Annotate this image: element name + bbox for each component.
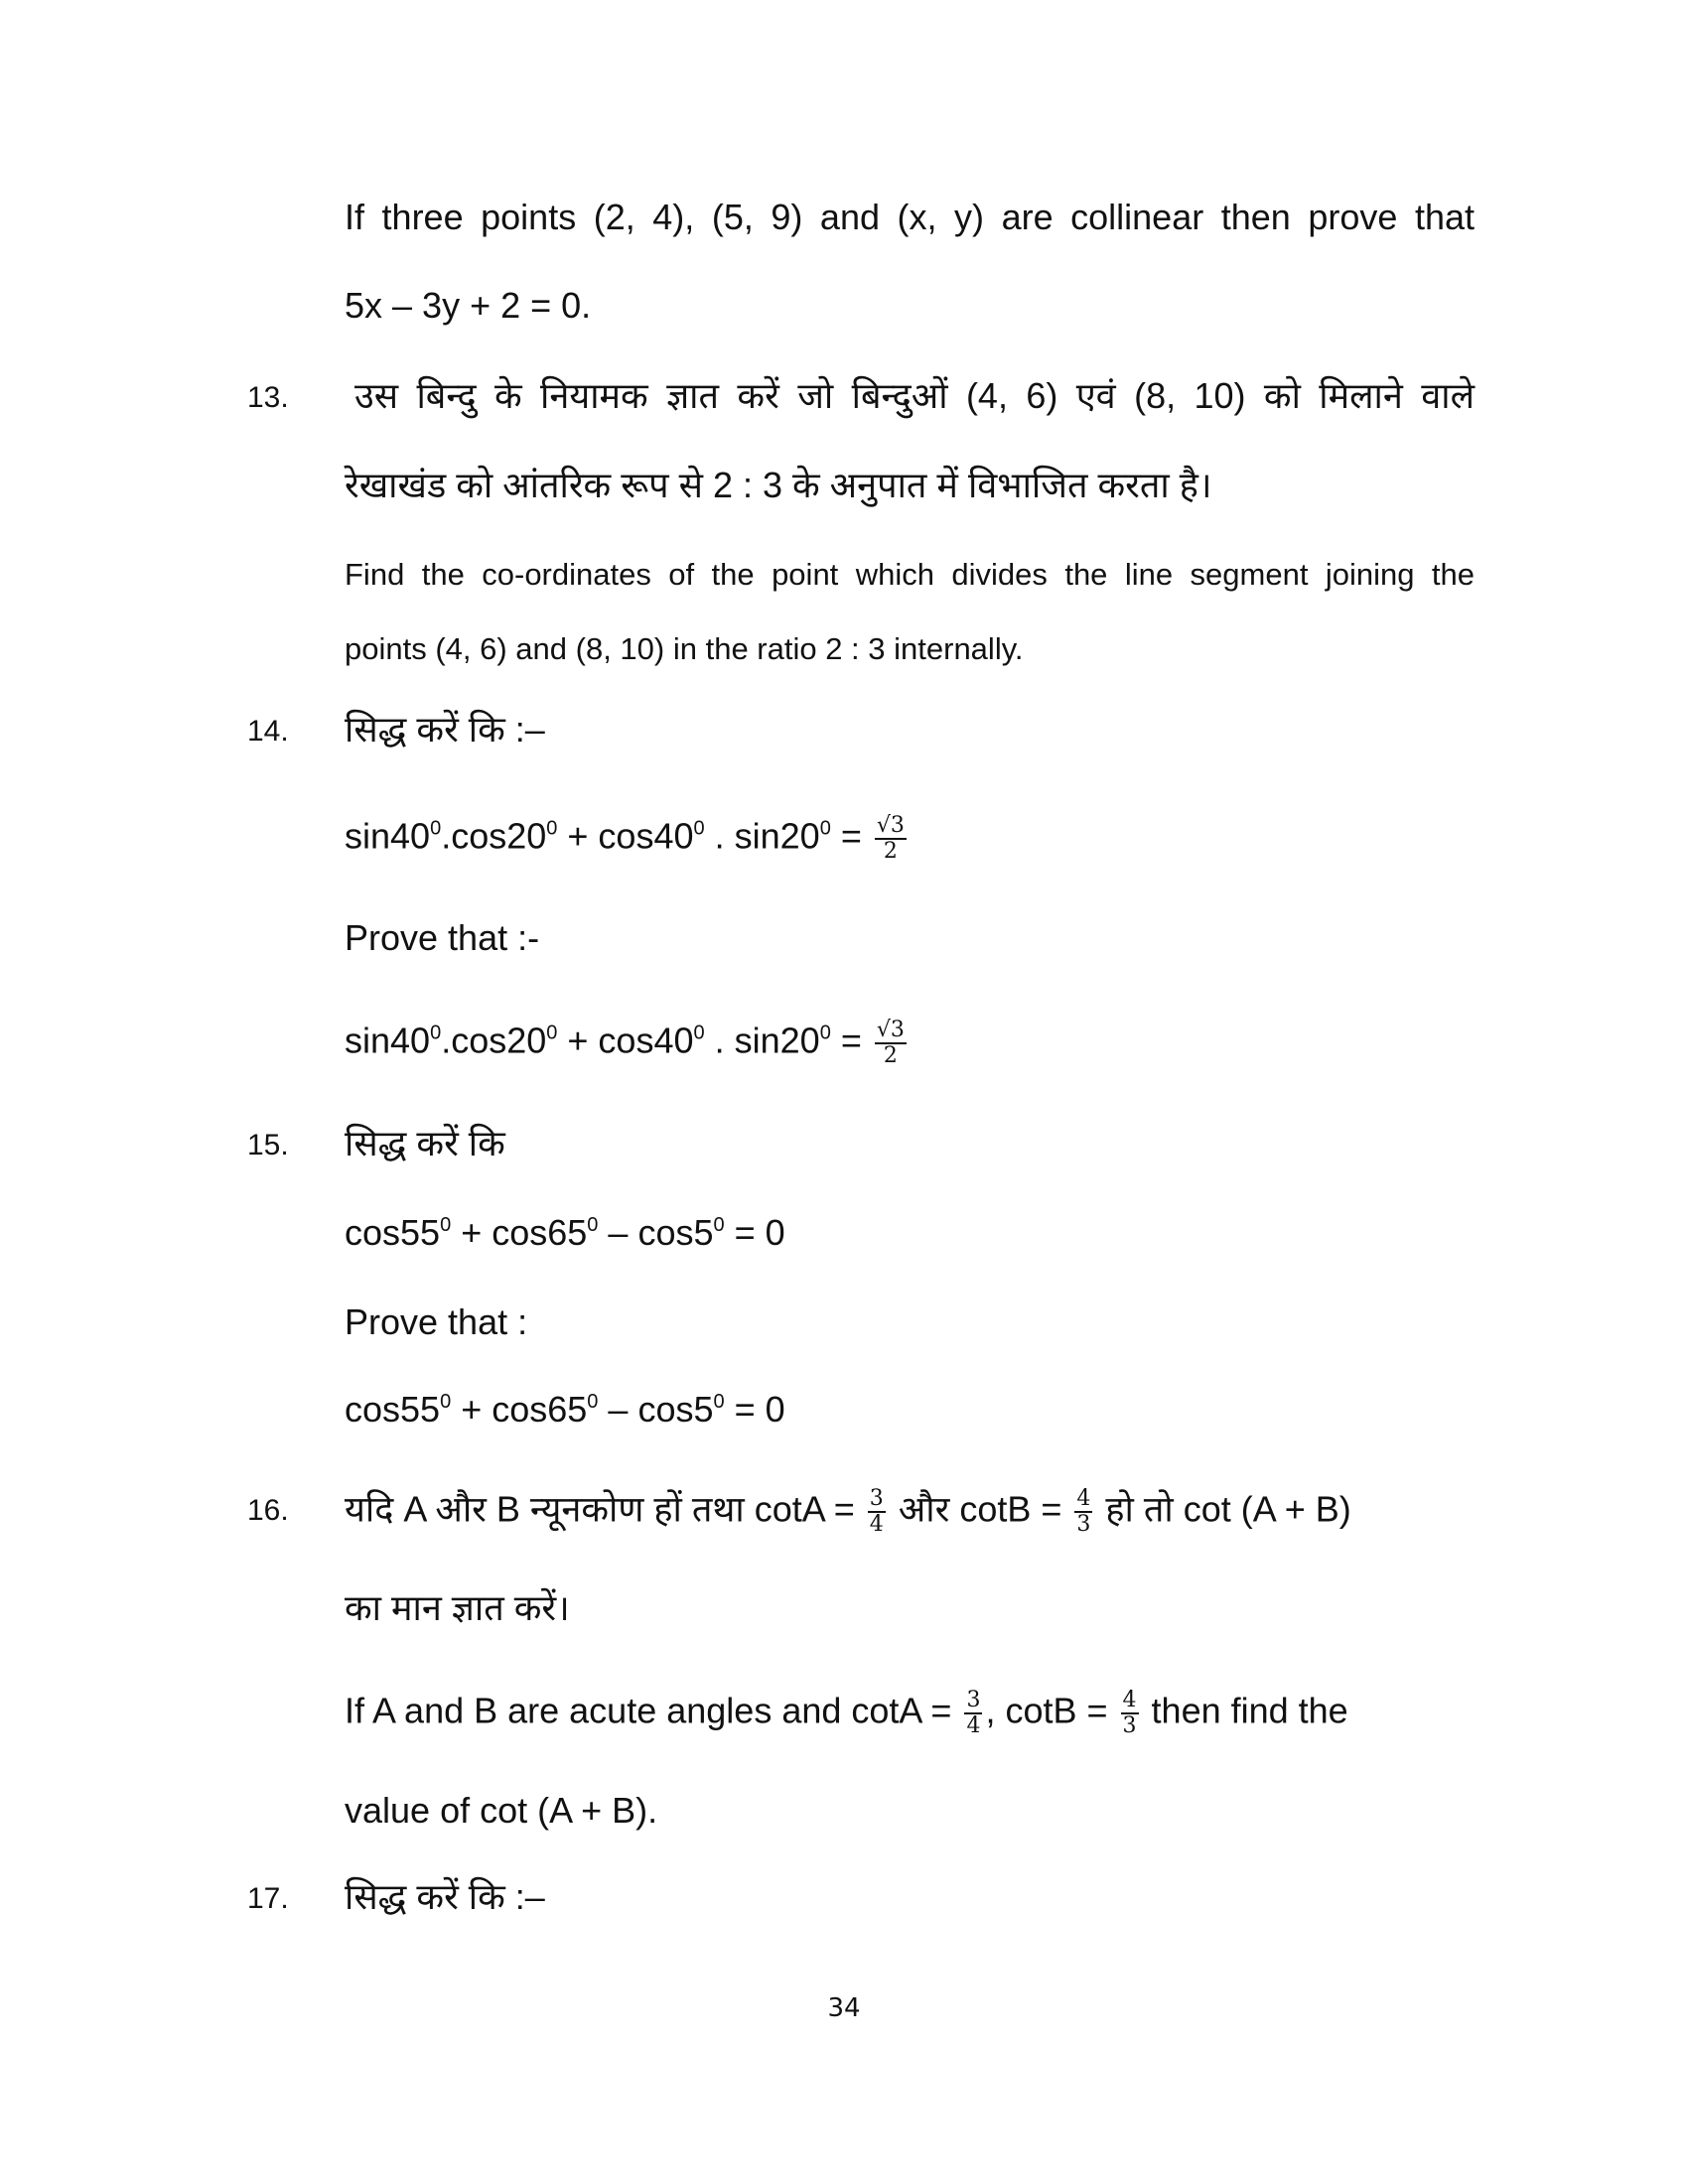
q13-english-line1: Find the co-ordinates of the point which divides the line segment joining the [345, 557, 1475, 592]
fraction: $\frac{√3}{2}$ [876, 813, 905, 864]
q13-english-line2: points (4, 6) and (8, 10) in the ratio 2 : 3 internally. [345, 631, 1024, 666]
q15-equation-2: $\cos 55^0 + \cos 65^0 - \cos 5^0 = 0$ [345, 1389, 785, 1430]
q14-equation-2: $\sin 40^0.\cos 20^0 + \cos 40^0$ . $\sin 20^0$ = $\frac{√3}{2}$ [345, 1018, 905, 1068]
q13-hindi-line2: रेखाखंड को आंतरिक रूप से 2 : 3 के अनुपात में विभाजित करता है। [345, 465, 1212, 505]
page-number: 34 [827, 1993, 861, 2023]
fraction: $\frac{4}{3}$ [1122, 1688, 1137, 1738]
q13-hindi-line1: उस बिन्दु के नियामक ज्ञात करें जो बिन्दुओं (4, 6) एवं (8, 10) को मिलाने वाले [354, 375, 1475, 416]
q16-english-line1: If A and B are acute angles and cotA = $\frac{3}{4}$ , cotB = $\frac{4}{3}$ then find the [345, 1688, 1348, 1738]
q16-english-line2: value of cot (A + B). [345, 1790, 658, 1831]
q16-hindi-line1: यदि A और B न्यूनकोण हों तथा cotA = $\frac{3}{4}$ और cotB = $\frac{4}{3}$ हो तो cot (A + B) [345, 1486, 1351, 1537]
q16-number: 16. [247, 1494, 289, 1527]
q15-equation-1: $\cos 55^0 + \cos 65^0 - \cos 5^0 = 0$ [345, 1212, 785, 1253]
q12-line1: If three points (2, 4), (5, 9) and (x, y) are collinear then prove that [345, 197, 1475, 237]
q14-number: 14. [247, 715, 289, 748]
fraction: $\frac{3}{4}$ [869, 1486, 884, 1537]
q12-line2: 5x – 3y + 2 = 0. [345, 285, 592, 326]
q14-hindi-prompt: सिद्ध करें कि :– [345, 709, 545, 750]
fraction: $\frac{4}{3}$ [1076, 1486, 1091, 1537]
q17-hindi-prompt: सिद्ध करें कि :– [345, 1876, 545, 1917]
q13-number: 13. [247, 381, 289, 414]
q15-number: 15. [247, 1129, 289, 1161]
q14-english-prompt: Prove that :- [345, 917, 540, 958]
q16-hindi-line2: का मान ज्ञात करें। [345, 1587, 570, 1628]
q17-number: 17. [247, 1882, 289, 1915]
q15-hindi-prompt: सिद्ध करें कि [345, 1123, 505, 1163]
fraction: $\frac{√3}{2}$ [876, 1018, 905, 1068]
fraction: $\frac{3}{4}$ [966, 1688, 981, 1738]
q14-equation-1: $\sin 40^0.\cos 20^0 + \cos 40^0$ . $\sin 20^0$ = $\frac{√3}{2}$ [345, 813, 905, 864]
q15-english-prompt: Prove that : [345, 1301, 528, 1342]
